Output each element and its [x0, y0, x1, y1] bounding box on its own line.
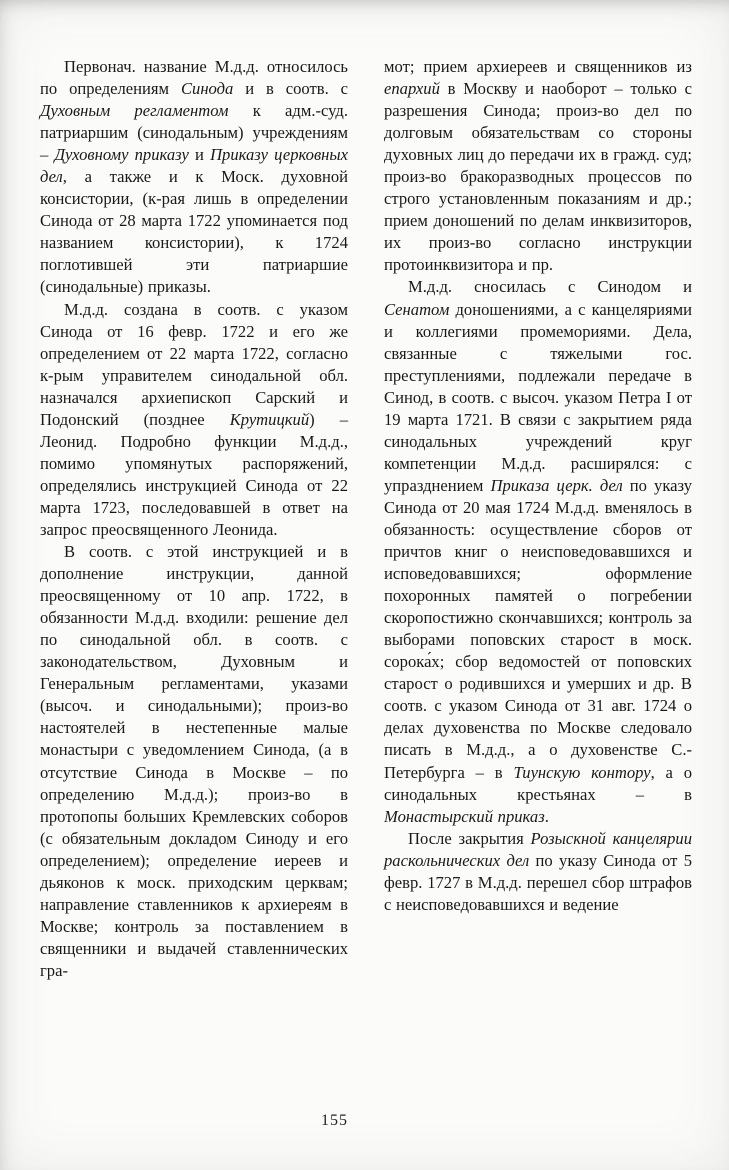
paragraph — [384, 828, 692, 916]
cross-reference-text: Крутицкий — [229, 409, 310, 429]
body-text: и в соотв. с — [233, 79, 348, 99]
body-text: к адм.-суд. патриаршим (синодальным) учреждениям – — [40, 101, 348, 165]
cross-reference-text: Тиунскую контору — [513, 762, 651, 782]
right-text-column — [384, 56, 692, 982]
cross-reference-text: епархий — [384, 79, 440, 99]
body-text: по указу Синода от 5 февр. 1727 в М.д.д. перешел сбор штрафов с неисповедовавшихся и ведение — [384, 850, 692, 914]
text-columns — [40, 56, 692, 982]
cross-reference-text: Духовным регламентом — [40, 101, 229, 121]
paragraph — [384, 276, 692, 827]
cross-reference-text: Сенатом — [384, 299, 450, 319]
cross-reference-text: Приказу церковных дел — [40, 145, 348, 187]
body-text: , а о синодальных крестьянах – в — [384, 762, 693, 804]
paragraph — [40, 56, 348, 299]
body-text: . — [544, 806, 549, 826]
body-text: по указу Синода от 20 мая 1724 М.д.д. вменялось в обязанность: осуществление сборов от причтов книг о неисповедовавшихся и исповедовавшихся; оформление похоронных памятей о погребении скоропостижно скончавшихся; контроль за выборами поповских старост в моск. сорока́х; сбор ведомостей от поповских старост о родившихся и умерших и др. В соотв. с указом Синода от 31 авг. 1724 о делах духовенства по Москве следовало писать в М.д.д., а о духовенстве С.-Петербурга – в — [384, 475, 693, 782]
body-text: М.д.д. сносилась с Синодом и — [408, 277, 692, 297]
cross-reference-text: Розыскной канцелярии раскольнических дел — [384, 828, 692, 870]
cross-reference-text: Монастырский приказ — [384, 806, 545, 826]
body-text: В соотв. с этой инструкцией и в дополнение инструкции, данной преосвященному от 10 апр. 1722, в обязанности М.д.д. входили: решение дел по синодальной обл. в соотв. с законодательством, Духовным и Генеральным регламентами, указами (высоч. и синодальными); произ-во настоятелей в нестепенные малые монастыри с уведомлением Синода, (а в отсутствие Синода в Москве – по определению М.д.д.); произ-во в протопопы больших Кремлевских соборов (с обязательным докладом Синоду и его определением); определение иереев и дьяконов к моск. приходским церквам; направление ставленников к архиереям в Москве; контроль за поставлением в священники и выдачей ставленнических гра- — [40, 542, 348, 980]
body-text: После закрытия — [408, 828, 531, 848]
cross-reference-text: Духовному приказу — [54, 145, 189, 165]
body-text: и — [188, 145, 211, 165]
paragraph — [40, 541, 348, 982]
body-text: М.д.д. создана в соотв. с указом Синода от 16 февр. 1722 и его же определением от 22 марта 1722, согласно к-рым управителем синодальной обл. назначался архиепископ Сарский и Подонский (позднее — [40, 299, 348, 429]
body-text: в Москву и наоборот – только с разрешения Синода; произ-во дел по долговым обязательствам со стороны духовных лиц до передачи их в гражд. суд; произ-во бракоразводных процессов по строго установленным показаниям и др.; прием доношений по делам инквизиторов, их произ-во согласно инструкции протоинквизитора и пр. — [384, 79, 692, 275]
page-number: 155 — [321, 1112, 348, 1129]
paragraph — [40, 299, 348, 542]
body-text: мот; прием архиереев и священников из — [384, 57, 692, 76]
body-text: ) – Леонид. Подробно функции М.д.д., помимо упомянутых распоряжений, определялись инструкцией Синода от 22 марта 1723, последовавшей в ответ на запрос преосвященного Леонида. — [40, 409, 348, 539]
paragraph — [384, 56, 692, 276]
body-text: доношениями, а с канцеляриями и коллегиями промемориями. Дела, связанные с тяжелыми гос. преступлениями, подлежали передаче в Синод, в соотв. с высоч. указом Петра I от 19 марта 1721. В связи с закрытием ряда синодальных учреждений круг компетенции М.д.д. расширялся: с упразднением — [384, 299, 692, 495]
cross-reference-text: Синода — [180, 79, 234, 99]
body-text: , а также и к Моск. духовной консистории, (к-рая лишь в определении Синода от 28 марта 1722 упоминается под названием консистории), к 1724 поглотившей эти патриаршие (синодальные) приказы. — [40, 167, 348, 297]
body-text: Первонач. название М.д.д. относилось по определениям — [40, 57, 348, 99]
left-text-column — [40, 56, 348, 982]
cross-reference-text: Приказа церк. дел — [490, 475, 623, 495]
